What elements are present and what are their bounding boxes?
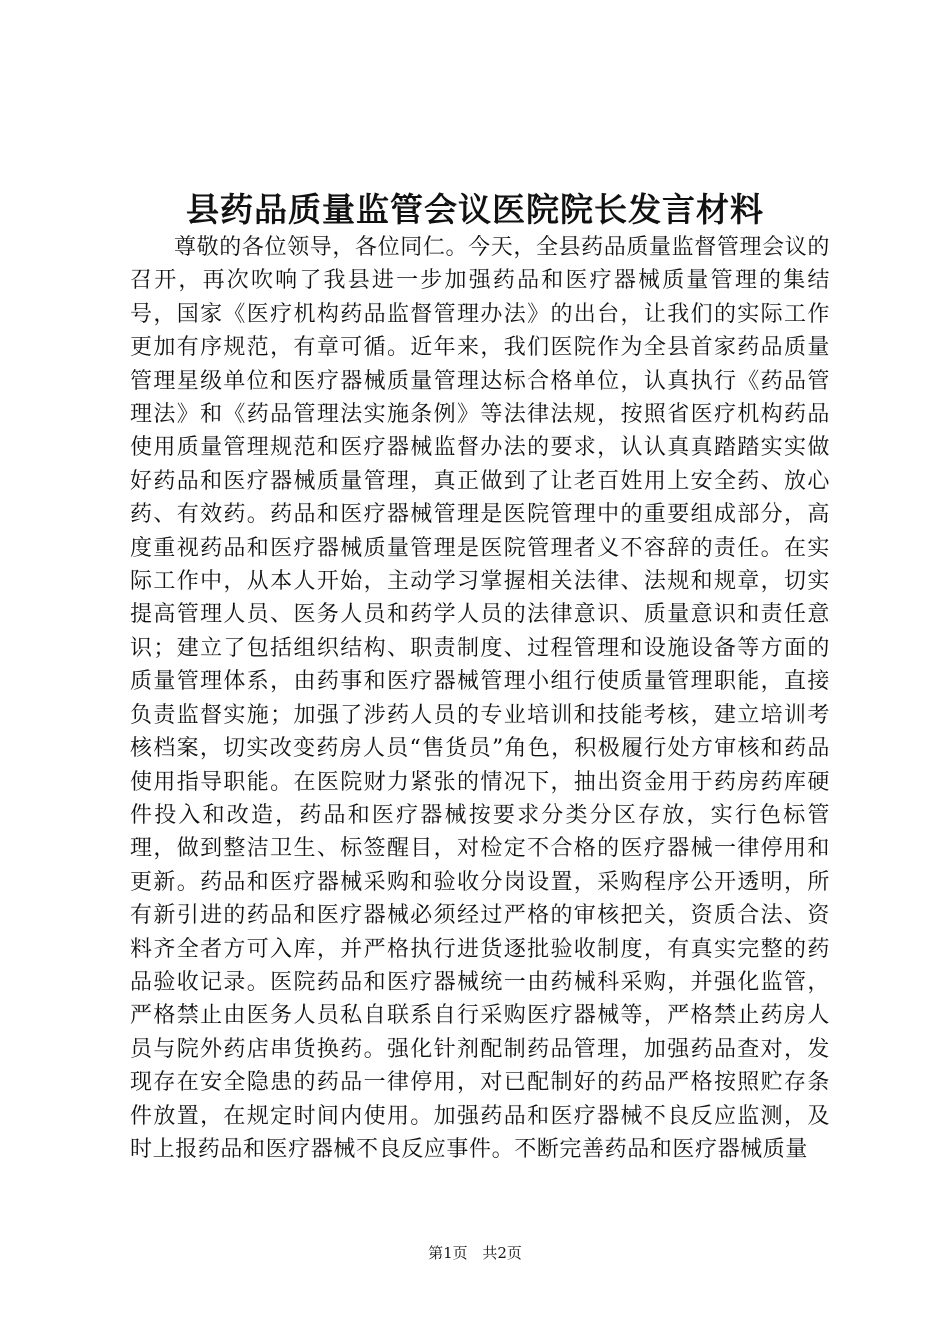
page-footer <box>0 1243 950 1263</box>
page-number: 第1页 <box>428 1244 468 1262</box>
page-total: 共2页 <box>482 1244 522 1262</box>
speech-paragraph: 尊敬的各位领导，各位同仁。今天，全县药品质量监督管理会议的召开，再次吹响了我县进一步加强药品和医疗器械质量管理的集结号，国家《医疗机构药品监督管理办法》的出台，让我们的实际工作更加有序规范，有章可循。近年来，我们医院作为全县首家药品质量管理星级单位和医疗器械质量管理达标合格单位，认真执行《药品管理法》和《药品管理法实施条例》等法律法规，按照省医疗机构药品使用质量管理规范和医疗器械监督办法的要求，认认真真踏踏实实做好药品和医疗器械质量管理，真正做到了让老百姓用上安全药、放心药、有效药。药品和医疗器械管理是医院管理中的重要组成部分，高度重视药品和医疗器械质量管理是医院管理者义不容辞的责任。在实际工作中，从本人开始，主动学习掌握相关法律、法规和规章，切实提高管理人员、医务人员和药学人员的法律意识、质量意识和责任意识；建立了包括组织结构、职责制度、过程管理和设施设备等方面的质量管理体系，由药事和医疗器械管理小组行使质量管理职能，直接负责监督实施；加强了涉药人员的专业培训和技能考核，建立培训考核档案，切实改变药房人员“售货员”角色，积极履行处方审核和药品使用指导职能。在医院财力紧张的情况下，抽出资金用于药房药库硬件投入和改造，药品和医疗器械按要求分类分区存放，实行色标管理，做到整洁卫生、标签醒目，对检定不合格的医疗器械一律停用和更新。药品和医疗器械采购和验收分岗设置，采购程序公开透明，所有新引进的药品和医疗器械必须经过严格的审核把关，资质合法、资料齐全者方可入库，并严格执行进货逐批验收制度，有真实完整的药品验收记录。医院药品和医疗器械统一由药械科采购，并强化监管，严格禁止由医务人员私自联系自行采购医疗器械等，严格禁止药房人员与院外药店串货换药。强化针剂配制药品管理，加强药品查对，发现存在安全隐患的药品一律停用，对已配制好的药品严格按照贮存条件放置，在规定时间内使用。加强药品和医疗器械不良反应监测，及时上报药品和医疗器械不良反应事件。不断完善药品和医疗器械质量 <box>130 235 830 1162</box>
document-title: 县药品质量监管会议医院院长发言材料 <box>186 190 764 229</box>
